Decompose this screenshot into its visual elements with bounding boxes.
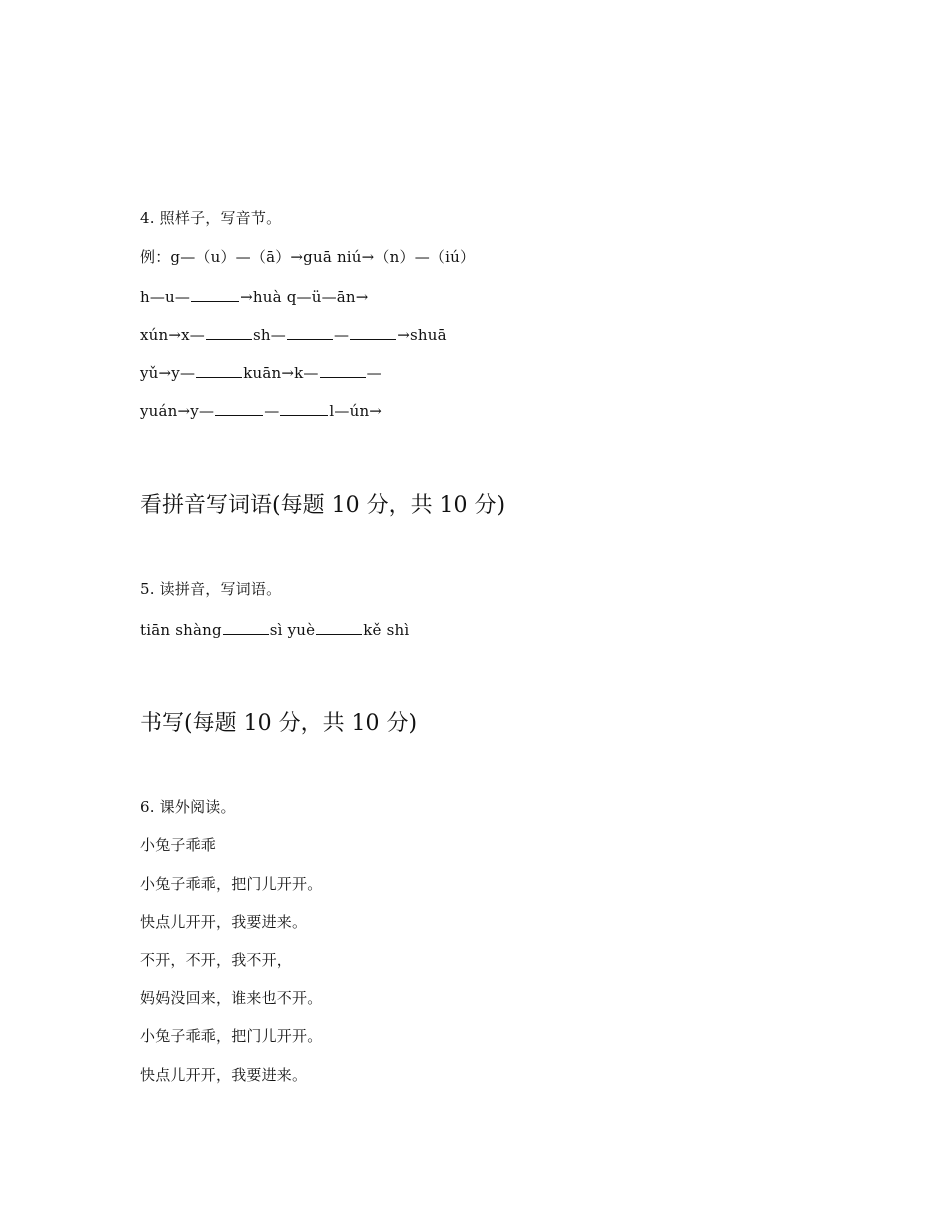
- q5-pinyin-a: tiān shàng: [140, 621, 222, 639]
- poem-line: 快点儿开开，我要进来。: [140, 1066, 308, 1084]
- section-heading-pinyin-words: 看拼音写词语(每题 10 分，共 10 分): [140, 493, 506, 518]
- q4-row-4: [140, 399, 382, 421]
- q4-row2-text-b: sh—: [253, 326, 286, 344]
- poem-line: 妈妈没回来，谁来也不开。: [140, 989, 323, 1007]
- answer-blank[interactable]: [206, 323, 252, 340]
- answer-blank[interactable]: [280, 399, 328, 416]
- q4-row4-text-c: l—ún→: [329, 402, 383, 420]
- answer-blank[interactable]: [215, 399, 263, 416]
- q4-row2-text-c: —: [333, 326, 350, 344]
- poem-line: 小兔子乖乖，把门儿开开。: [140, 1027, 323, 1045]
- q5-pinyin-b: sì yuè: [269, 621, 316, 639]
- q4-example: 例：g—（u）—（ā）→guā niú→（n）—（iú）: [140, 248, 476, 266]
- q4-row-3: [140, 361, 382, 383]
- answer-blank[interactable]: [196, 361, 242, 378]
- q4-title: 4. 照样子，写音节。: [140, 209, 282, 227]
- q4-row2-text-d: →shuā: [397, 326, 447, 344]
- q4-row3-text-a: yǔ→y—: [140, 364, 196, 382]
- q4-row-2: [140, 323, 447, 345]
- q4-row4-text-a: yuán→y—: [140, 402, 215, 420]
- q4-row3-text-c: —: [366, 364, 382, 382]
- answer-blank[interactable]: [316, 618, 362, 635]
- q4-row-1: [140, 285, 369, 307]
- section-heading-writing: 书写(每题 10 分，共 10 分): [140, 711, 418, 736]
- q4-row4-text-b: —: [264, 402, 280, 420]
- answer-blank[interactable]: [287, 323, 333, 340]
- q4-row1-text-b: →huà q—ü—ān→: [240, 288, 369, 306]
- q5-pinyin-row: [140, 618, 409, 640]
- answer-blank[interactable]: [223, 618, 269, 635]
- q4-row3-text-b: kuān→k—: [243, 364, 319, 382]
- poem-line: 小兔子乖乖，把门儿开开。: [140, 875, 323, 893]
- q4-row2-text-a: xún→x—: [140, 326, 206, 344]
- answer-blank[interactable]: [350, 323, 396, 340]
- poem-title: 小兔子乖乖: [140, 836, 217, 854]
- answer-blank[interactable]: [320, 361, 366, 378]
- poem-line: 快点儿开开，我要进来。: [140, 913, 308, 931]
- answer-blank[interactable]: [191, 285, 239, 302]
- q4-row1-text-a: h—u—: [140, 288, 191, 306]
- q5-pinyin-c: kě shì: [363, 621, 410, 639]
- q6-title: 6. 课外阅读。: [140, 798, 236, 816]
- q5-title: 5. 读拼音，写词语。: [140, 580, 282, 598]
- poem-line: 不开，不开，我不开，: [140, 951, 293, 969]
